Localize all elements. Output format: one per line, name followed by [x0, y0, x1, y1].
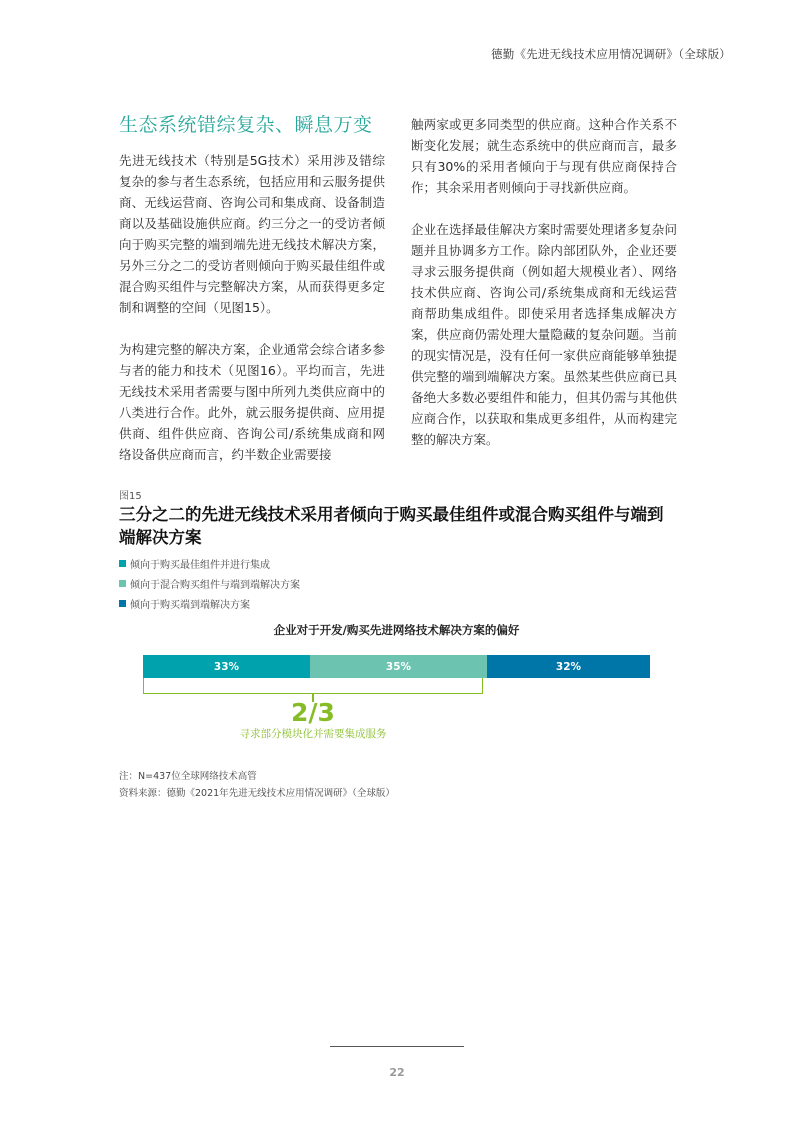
bar-segment-label: 33%: [213, 660, 240, 673]
figure-note: 注：N=437位全球网络技术高管: [119, 771, 257, 782]
legend-item: [119, 573, 300, 593]
legend-label: 倾向于混合购买组件与端到端解决方案: [130, 579, 300, 591]
section-title: 生态系统错综复杂、瞬息万变: [119, 114, 373, 136]
left-column: [119, 150, 385, 486]
body-paragraph: 先进无线技术（特别是5G技术）采用涉及错综复杂的参与者生态系统，包括应用和云服务提供商、无线运营商、咨询公司和集成商、设备制造商以及基础设施供应商。约三分之一的受访者倾向于购买完整的端到端先进无线技术解决方案，另外三分之二的受访者则倾向于购买最佳组件或混合购买组件与完整解决方案，从而获得更多定制和调整的空间（见图15）。: [119, 153, 385, 315]
legend-swatch: [119, 600, 126, 607]
page-number: 22: [389, 1066, 405, 1079]
body-paragraph: 为构建完整的解决方案，企业通常会综合诸多参与者的能力和技术（见图16）。平均而言，先进无线技术采用者需要与图中所列九类供应商中的八类进行合作。此外，就云服务提供商、应用提供商、组件供应商、咨询公司/系统集成商和网络设备供应商而言，约半数企业需要接: [119, 342, 385, 462]
body-paragraph: 企业在选择最佳解决方案时需要处理诸多复杂问题并且协调多方工作。除内部团队外，企业还要寻求云服务提供商（例如超大规模业者）、网络技术供应商、咨询公司/系统集成商和无线运营商帮助集成组件。即使采用者选择集成解决方案，供应商仍需处理大量隐藏的复杂问题。当前的现实情况是，没有任何一家供应商能够单独提供完整的端到端解决方案。虽然某些供应商已具备绝大多数必要组件和能力，但其仍需与其他供应商合作，以获取和集成更多组件，从而构建完整的解决方案。: [411, 222, 677, 447]
right-column: [411, 114, 677, 471]
stacked-bar-chart: [143, 655, 650, 678]
bar-segment: [310, 655, 487, 678]
highlight-caption: 寻求部分模块化并需要集成服务: [239, 728, 387, 740]
chart-legend: [119, 553, 300, 613]
bar-segment-label: 32%: [555, 660, 582, 673]
bar-segment-label: 35%: [385, 660, 412, 673]
bar-segment: [487, 655, 650, 678]
body-paragraph: 触两家或更多同类型的供应商。这种合作关系不断变化发展；就生态系统中的供应商而言，最多只有30%的采用者倾向于与现有供应商保持合作；其余采用者则倾向于寻找新供应商。: [411, 117, 677, 195]
chart-title: 企业对于开发/购买先进网络技术解决方案的偏好: [273, 623, 520, 637]
figure-source: 资料来源：德勤《2021年先进无线技术应用情况调研》（全球版）: [119, 788, 395, 799]
highlight-bracket: [143, 678, 483, 694]
legend-label: 倾向于购买端到端解决方案: [130, 599, 250, 611]
legend-swatch: [119, 560, 126, 567]
figure-title: 三分之二的先进无线技术采用者倾向于购买最佳组件或混合购买组件与端到端解决方案: [119, 505, 664, 547]
legend-swatch: [119, 580, 126, 587]
footer-divider: [330, 1046, 464, 1047]
legend-item: [119, 553, 300, 573]
legend-label: 倾向于购买最佳组件并进行集成: [130, 559, 270, 571]
bar-segment: [143, 655, 310, 678]
legend-item: [119, 593, 300, 613]
highlight-value: 2/3: [291, 698, 335, 727]
figure-label: 图15: [119, 491, 142, 502]
running-header: 德勤《先进无线技术应用情况调研》（全球版）: [491, 47, 731, 61]
